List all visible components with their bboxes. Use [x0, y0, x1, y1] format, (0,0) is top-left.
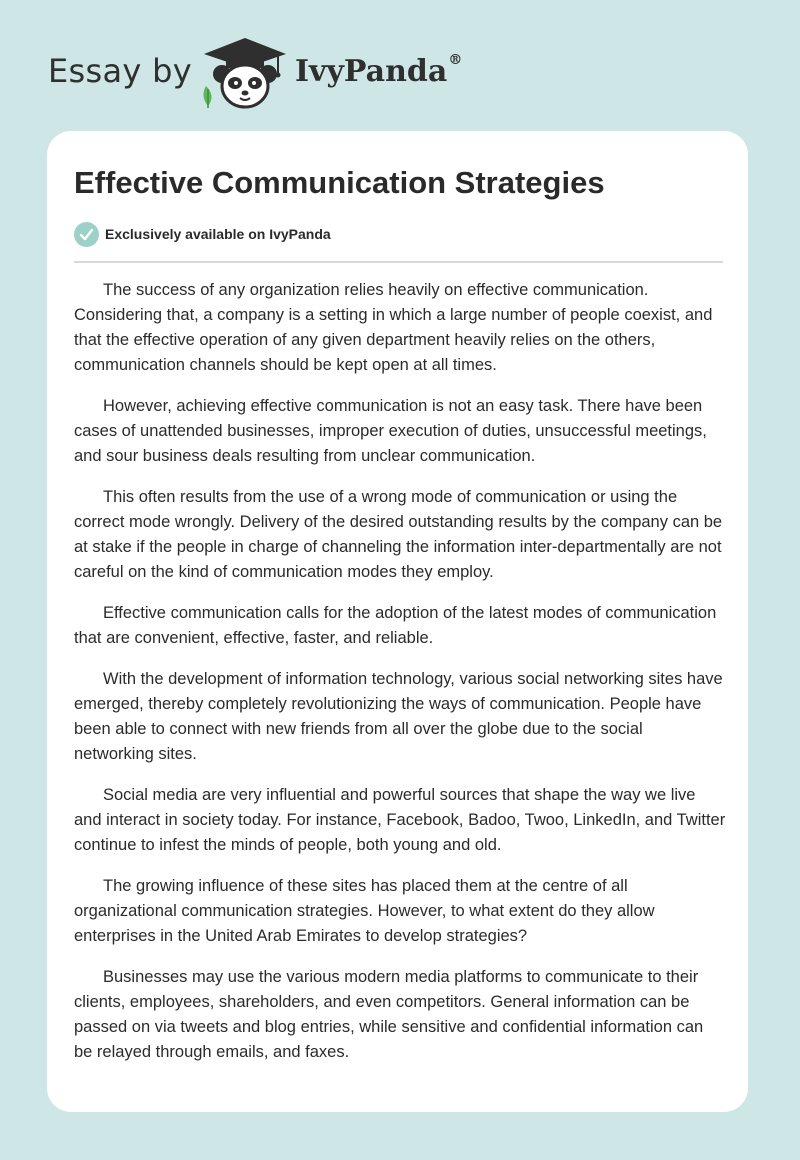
paragraph: This often results from the use of a wrong mode of communication or using the correct mode wrongly. Delivery of the desired outstanding results by the company can be at stake if the people in charge of channeling the information inter-departmentally are not careful on the kind of communication modes they employ. — [74, 488, 723, 581]
site-header — [48, 34, 488, 114]
paragraph: However, achieving effective communication is not an easy task. There have been cases of unattended businesses, improper execution of duties, unsuccessful meetings, and sour business deals resulting from unclear communication. — [74, 397, 707, 465]
essay-body — [74, 278, 726, 1081]
page-title: Effective Communication Strategies — [74, 165, 605, 200]
essay-by-label: Essay by — [48, 52, 192, 90]
exclusive-badge — [74, 221, 331, 247]
panda-graduate-logo-icon[interactable] — [200, 34, 290, 110]
divider — [74, 261, 723, 263]
check-circle-icon — [74, 222, 99, 247]
paragraph: With the development of information technology, various social networking sites have emerged, thereby completely revolutionizing the ways of communication. People have been able to connect with new friends from all over the globe due to the social networking sites. — [74, 670, 723, 763]
paragraph: The growing influence of these sites has placed them at the centre of all organizational communication strategies. However, to what extent do they allow enterprises in the United Arab Emirates to develop strategies? — [74, 877, 655, 945]
paragraph: The success of any organization relies heavily on effective communication. Considering that, a company is a setting in which a large number of people coexist, and that the effective operation of any given department heavily relies on the others, communication channels should be kept open at all times. — [74, 281, 713, 374]
brand-name[interactable]: IvyPanda® — [295, 52, 463, 89]
paragraph: Effective communication calls for the adoption of the latest modes of communication that are convenient, effective, faster, and reliable. — [74, 604, 717, 647]
badge-label: Exclusively available on IvyPanda — [105, 226, 331, 242]
paragraph: Businesses may use the various modern media platforms to communicate to their clients, employees, shareholders, and even competitors. General information can be passed on via tweets and blog entries, while sensitive and confidential information can be relayed through emails, and faxes. — [74, 968, 704, 1061]
registered-mark: ® — [448, 52, 463, 68]
essay-card — [47, 131, 748, 1112]
paragraph: Social media are very influential and powerful sources that shape the way we live and interact in society today. For instance, Facebook, Badoo, Twoo, LinkedIn, and Twitter continue to infest the minds of people, both young and old. — [74, 786, 726, 854]
